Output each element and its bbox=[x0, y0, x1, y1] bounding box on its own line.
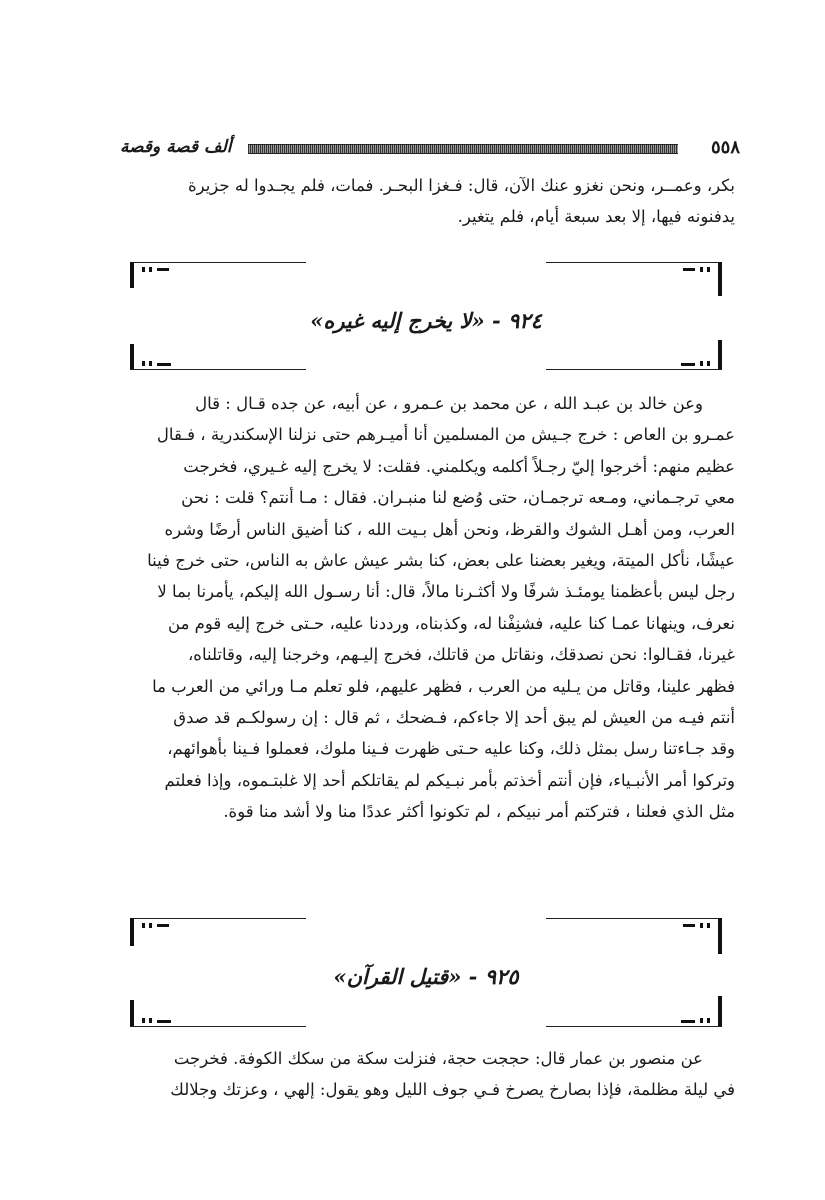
frame-tick bbox=[700, 361, 703, 366]
frame-dash bbox=[681, 1020, 695, 1023]
frame-tick bbox=[149, 267, 152, 272]
text-line: أنتم فيـه من العيش لم يبق أحد إلا جاءكم، فـضحك ، ثم قال : إن رسولكـم قد صدق bbox=[173, 708, 735, 728]
frame-tick bbox=[149, 361, 152, 366]
text-line: معي ترجـماني، ومـعه ترجمـان، حتى وُضع لنا منبـران. فقال : مـا أنتم؟ قلت : نحن bbox=[181, 488, 735, 508]
page-number: ٥٥٨ bbox=[710, 137, 740, 158]
frame-tick bbox=[707, 267, 710, 272]
frame-dash bbox=[157, 1020, 171, 1023]
text-line: وتركوا أمر الأنبـياء، فإن أنتم أخذتم بأمر نبـيكم لم يقاتلكم أحد إلا غلبتـموه، وإذا فعلتم bbox=[164, 770, 735, 790]
frame-tick bbox=[149, 923, 152, 928]
title-frame-925 bbox=[130, 912, 722, 1030]
frame-tick bbox=[142, 361, 145, 366]
frame-tick bbox=[707, 1018, 710, 1023]
frame-tick bbox=[707, 923, 710, 928]
frame-line bbox=[130, 1026, 306, 1027]
text-line: في ليلة مظلمة، فإذا بصارخ يصرخ فـي جوف الليل وهو يقول: إلهي ، وعزتك وجلالك bbox=[170, 1080, 735, 1100]
text-line: وعن خالد بن عبـد الله ، عن محمد بن عـمرو ، عن أبيه، عن جده قـال : قال bbox=[195, 394, 703, 413]
text-line: العرب، ومن أهـل الشوك والقرظ، ونحن أهل بـيت الله ، كنا أضيق الناس أرضًا وشره bbox=[164, 519, 735, 539]
frame-tick bbox=[149, 1018, 152, 1023]
running-header bbox=[120, 137, 740, 163]
frame-tick bbox=[142, 923, 145, 928]
text-line: فظهر علينا، وقاتل من يـليه من العرب ، فظهر عليهم، فلو تعلم مـا ورائي من العرب ما bbox=[152, 676, 735, 696]
frame-line bbox=[130, 918, 306, 919]
text-line: عن منصور بن عمار قال: حججت حجة، فنزلت سكة من سكك الكوفة. فخرجت bbox=[173, 1049, 703, 1068]
frame-line bbox=[546, 262, 722, 263]
text-line: وقد جـاءتنا رسل بمثل ذلك، وكنا عليه حـتى ظهرت فـينا ملوك، فعملوا فـينا بأهوائهم، bbox=[167, 739, 735, 759]
frame-corner bbox=[130, 344, 134, 370]
text-line: رجل ليس بأعظمنا يومئـذ شرفًا ولا أكثـرنا مالاً، قال: أنا رسـول الله إليكم، يأمرنا بما لا bbox=[157, 582, 735, 602]
story-title-924: ٩٢٤ - «لا يخرج إليه غيره» bbox=[310, 308, 542, 333]
frame-tick bbox=[700, 923, 703, 928]
frame-corner bbox=[718, 340, 722, 370]
frame-tick bbox=[700, 267, 703, 272]
story-title-925: ٩٢٥ - «قتيل القرآن» bbox=[333, 964, 519, 989]
frame-line bbox=[546, 1026, 722, 1027]
frame-corner bbox=[130, 918, 134, 946]
text-line: غيرنا، فقـالوا: نحن نصدقك، ونقاتل من قاتلك، فخرج إليـهم، وخرجنا إليه، وقاتلناه، bbox=[187, 645, 735, 665]
text-line: بكر، وعمــر، ونحن نغزو عنك الآن، قال: فـغزا البحـر. فمات، فلم يجـدوا له جزيرة bbox=[187, 176, 735, 195]
frame-line bbox=[130, 369, 306, 370]
frame-dash bbox=[683, 268, 695, 271]
frame-tick bbox=[700, 1018, 703, 1023]
frame-corner bbox=[718, 996, 722, 1027]
frame-dash bbox=[683, 924, 695, 927]
frame-tick bbox=[707, 361, 710, 366]
text-line: عظيم منهم: أخرجوا إليّ رجـلاً أكلمه ويكلمني. فقلت: لا يخرج إليه غـيري، فخرجت bbox=[183, 456, 735, 476]
header-rule bbox=[248, 144, 678, 154]
frame-tick bbox=[142, 1018, 145, 1023]
story-body-925 bbox=[118, 1043, 735, 1106]
intro-paragraph bbox=[118, 170, 735, 233]
frame-corner bbox=[718, 918, 722, 954]
frame-dash bbox=[157, 363, 171, 366]
frame-dash bbox=[157, 924, 169, 927]
text-line: مثل الذي فعلنا ، فتركتم أمر نبيكم ، لم تكونوا أكثر عددًا منا ولا أشد منا قوة. bbox=[223, 802, 735, 822]
frame-corner bbox=[718, 262, 722, 296]
frame-line bbox=[546, 369, 722, 370]
frame-line bbox=[546, 918, 722, 919]
frame-line bbox=[130, 262, 306, 263]
frame-dash bbox=[681, 363, 695, 366]
frame-tick bbox=[142, 267, 145, 272]
frame-corner bbox=[130, 1000, 134, 1027]
title-frame-924 bbox=[130, 258, 722, 373]
text-line: عمـرو بن العاص : خرج جـيش من المسلمين أنا أميـرهم حتى نزلنا الإسكندرية ، فـقال bbox=[156, 425, 735, 445]
frame-corner bbox=[130, 262, 134, 288]
text-line: يدفنونه فيها، إلا بعد سبعة أيام، فلم يتغير. bbox=[457, 207, 735, 227]
frame-dash bbox=[157, 268, 169, 271]
text-line: نعرف، وينهانا عمـا كنا عليه، فشنِفْنا له، وكذبناه، ورددنا عليه، حـتى خرج إليه قوم من bbox=[168, 613, 735, 633]
text-line: عيشًا، نأكل الميتة، ويغير بعضنا على بعض، كنا بشر عيش عاش به الناس، حتى خرج فينا bbox=[147, 551, 735, 571]
story-body-924 bbox=[118, 388, 735, 828]
book-title: ألف قصة وقصة bbox=[120, 137, 232, 157]
